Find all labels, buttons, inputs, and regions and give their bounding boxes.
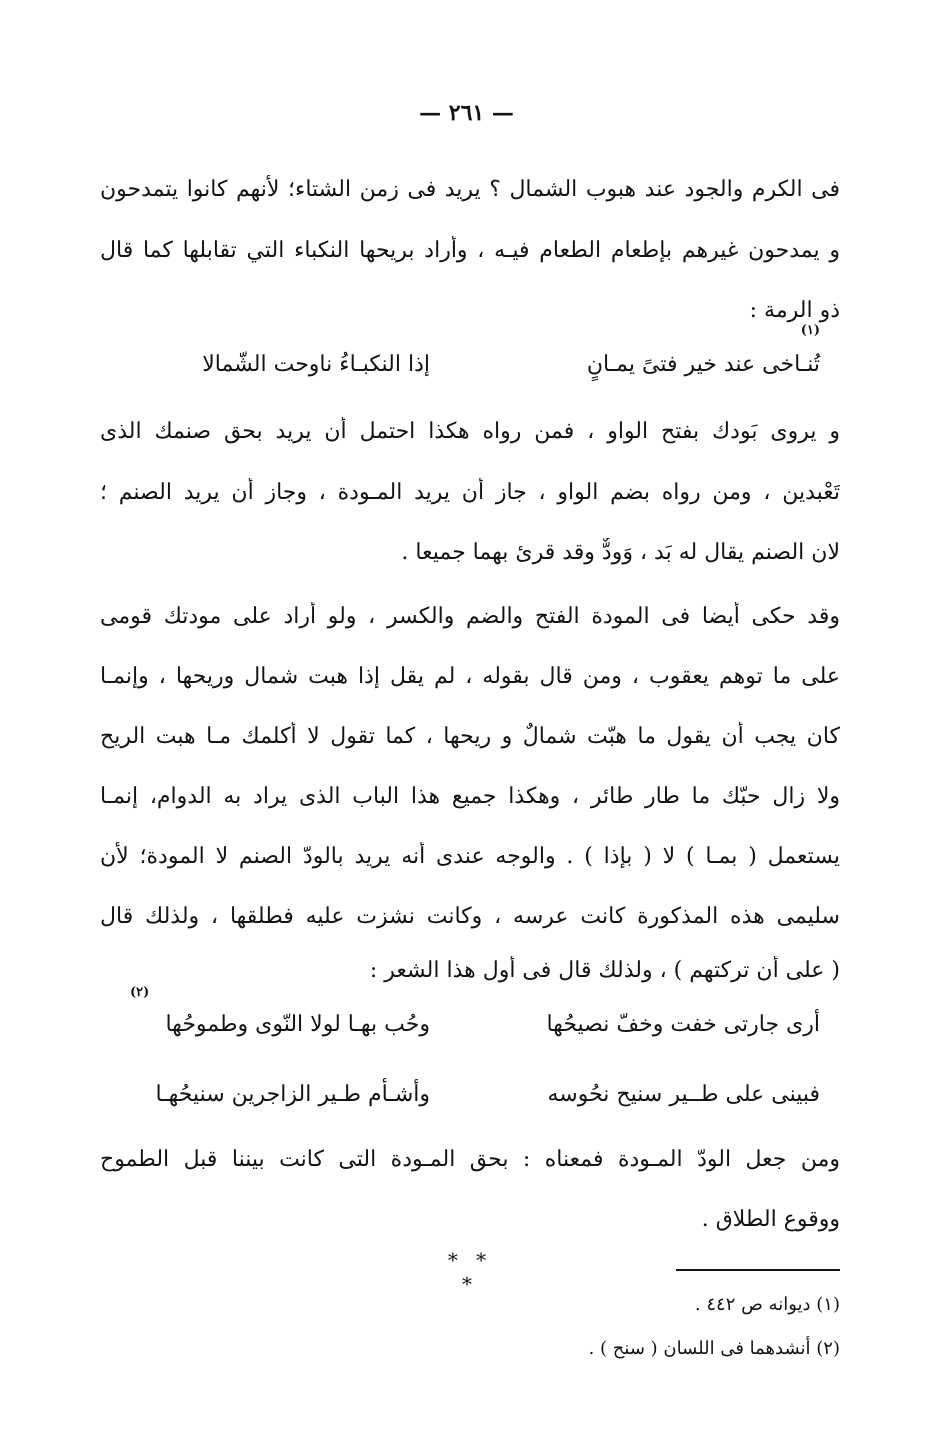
text-line: ووقوع الطلاق . (701, 1207, 840, 1232)
verse-line (100, 985, 840, 1045)
text-line: يستعمل ( بمـا ) لا ( بإذا ) . والوجه عندى أنه يريد بالودّ الصنم لا المودة؛ لأن (100, 844, 840, 869)
verse-line (100, 1075, 840, 1115)
text-line: تَعْبدين ، ومن رواه بضم الواو ، جاز أن يريد المـودة ، وجاز أن يريد الصنم ؛ (100, 480, 840, 505)
footnote-1: (١) ديوانه ص ٤٤٢ . (694, 1294, 840, 1315)
footnote-2: (٢) أنشدهما فى اللسان ( سنح ) . (588, 1338, 840, 1359)
text-line: ومن جعل الودّ المـودة فمعناه : بحق المـودة التى كانت بيننا قبل الطموح (100, 1147, 840, 1172)
page-number: — ٢٦١ — (419, 100, 514, 126)
text-line: لان الصنم يقال له بَد ، وَودٌّ وقد قرئ بهما جميعا . (401, 540, 840, 565)
text-line: فى الكرم والجود عند هبوب الشمال ؟ يريد فى زمن الشتاء؛ لأنهم كانوا يتمدحون (100, 177, 840, 202)
section-separator: * * * (447, 1248, 493, 1296)
verse-line (100, 323, 840, 385)
text-line: ذو الرمة : (749, 298, 840, 323)
text-line: ولا زال حبّك ما طار طائر ، وهكذا جميع هذا الباب الذى يراد به الدوام، إنمـا (100, 784, 840, 809)
verse-hemistich: فبينى على طــير سنيح نحُوسه (547, 1082, 820, 1107)
footnote-divider (676, 1269, 840, 1271)
text-line: كان يجب أن يقول ما هبّت شمالٌ و ريحها ، كما تقول لا أكلمك مـا هبت الريح (100, 724, 840, 749)
text-line: سليمى هذه المذكورة كانت عرسه ، وكانت نشزت عليه فطلقها ، ولذلك قال (100, 904, 840, 929)
text-line: و يروى بَودك بفتح الواو ، فمن رواه هكذا احتمل أن يريد بحق صنمك الذى (100, 419, 840, 444)
footnote-marker: (١) (800, 323, 820, 338)
text-line: على ما توهم يعقوب ، ومن قال بقوله ، لم يقل إذا هبت شمال وريحها ، وإنمـا (100, 664, 840, 689)
verse-hemistich: تُنـاخى عند خير فتىً يمـانٍ (586, 352, 820, 377)
verse-hemistich: إذا النكبـاءُ ناوحت الشّمالا (202, 352, 430, 377)
text-line: و يمدحون غيرهم بإطعام الطعام فيـه ، وأراد بريحها النكباء التي تقابلها كما قال (100, 238, 840, 263)
text-line: وقد حكى أيضا فى المودة الفتح والضم والكسر ، ولو أراد على مودتك قومى (100, 604, 840, 629)
footnote-marker: (٢) (130, 985, 150, 1000)
text-line: ( على أن تركتهم ) ، ولذلك قال فى أول هذا الشعر : (369, 958, 840, 983)
verse-hemistich: وأشـأم طـير الزاجرين سنيحُهـا (155, 1082, 430, 1107)
verse-hemistich: أرى جارتى خفت وخفّ نصيحُها (546, 1012, 820, 1037)
verse-hemistich: وحُب بهـا لولا النّوى وطموحُها (165, 1012, 430, 1037)
